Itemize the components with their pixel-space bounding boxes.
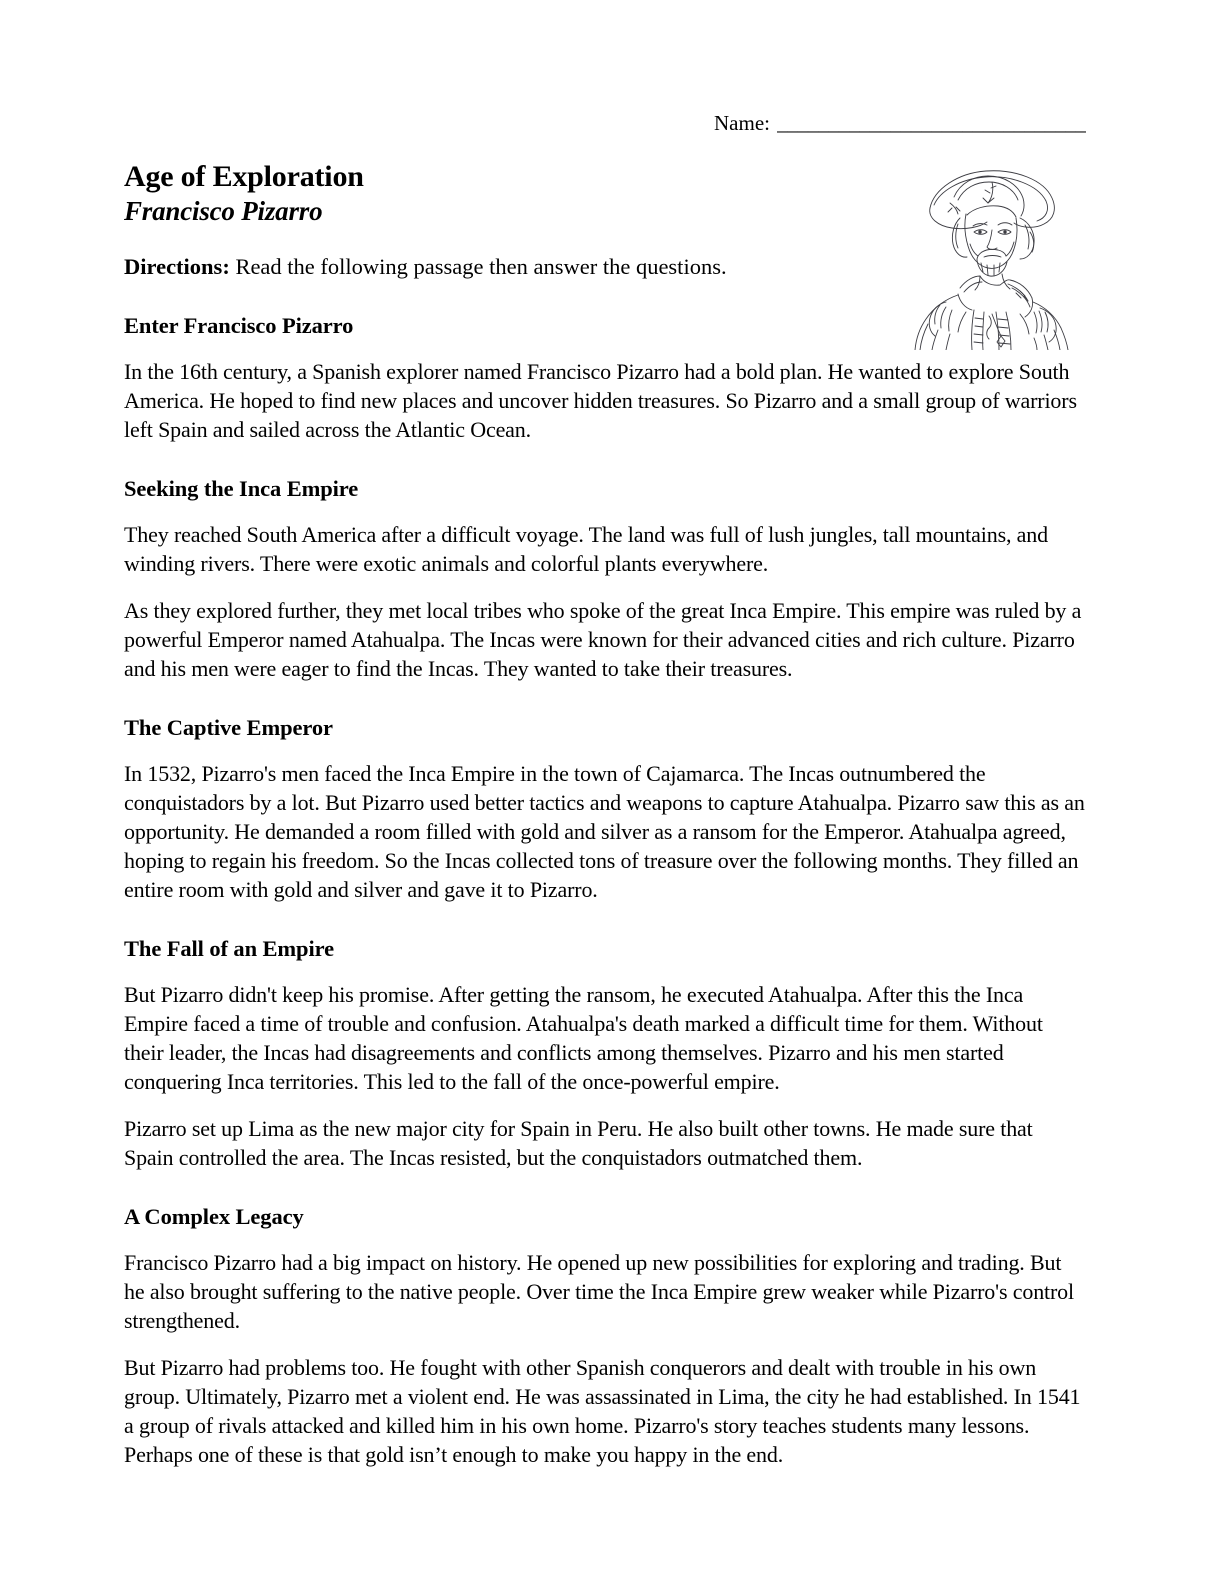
name-label: Name: [714,111,770,135]
paragraph: But Pizarro didn't keep his promise. After getting the ransom, he executed Atahualpa. After this the Inca Empire faced a time of trouble and confusion. Atahualpa's death marked a difficult time for them. Without their leader, the Incas had disagreements and conflicts among themselves. Pizarro and his men started conquering Inca territories. This led to the fall of the once-powerful empire. [124,982,1043,1094]
directions-label: Directions: [124,254,230,279]
directions-line [124,253,869,281]
section-heading-the-fall-of-an-empire: The Fall of an Empire [124,936,334,961]
section-heading-enter-francisco-pizarro: Enter Francisco Pizarro [124,313,354,338]
section-heading-the-captive-emperor: The Captive Emperor [124,715,333,740]
directions-text: Read the following passage then answer the questions. [229,254,727,279]
paragraph: In 1532, Pizarro's men faced the Inca Empire in the town of Cajamarca. The Incas outnumbered the conquistadors by a lot. But Pizarro used better tactics and weapons to capture Atahualpa. Pizarro saw this as an opportunity. He demanded a room filled with gold and silver as a ransom for the Emperor. Atahualpa agreed, hoping to regain his freedom. So the Incas collected tons of treasure over the following months. They filled an entire room with gold and silver and gave it to Pizarro. [124,761,1085,902]
worksheet-content [124,160,1086,1469]
paragraph: But Pizarro had problems too. He fought with other Spanish conquerors and dealt with trouble in his own group. Ultimately, Pizarro met a violent end. He was assassinated in Lima, the city he had established. In 1541 a group of rivals attacked and killed him in his own home. Pizarro's story teaches students many lessons. Perhaps one of these is that gold isn’t enough to make you happy in the end. [124,1355,1081,1467]
name-input-blank[interactable]: ______________________________ [776,113,1086,134]
page-title: Age of Exploration [124,160,364,193]
paragraph: They reached South America after a difficult voyage. The land was full of lush jungles, tall mountains, and winding rivers. There were exotic animals and colorful plants everywhere. [124,522,1048,576]
paragraph: Francisco Pizarro had a big impact on history. He opened up new possibilities for exploring and trading. But he also brought suffering to the native people. Over time the Inca Empire grew weaker while Pizarro's control strengthened. [124,1250,1074,1333]
paragraph: In the 16th century, a Spanish explorer named Francisco Pizarro had a bold plan. He wanted to explore South America. He hoped to find new places and uncover hidden treasures. So Pizarro and a small group of warriors left Spain and sailed across the Atlantic Ocean. [124,359,1077,442]
name-field-row [124,113,1086,134]
section-heading-a-complex-legacy: A Complex Legacy [124,1204,304,1229]
page-subtitle: Francisco Pizarro [124,196,323,226]
section-heading-seeking-the-inca-empire: Seeking the Inca Empire [124,476,359,501]
paragraph: As they explored further, they met local tribes who spoke of the great Inca Empire. This empire was ruled by a powerful Emperor named Atahualpa. The Incas were known for their advanced cities and rich culture. Pizarro and his men were eager to find the Incas. They wanted to take their treasures. [124,598,1082,681]
paragraph: Pizarro set up Lima as the new major city for Spain in Peru. He also built other towns. He made sure that Spain controlled the area. The Incas resisted, but the conquistadors outmatched them. [124,1116,1033,1170]
